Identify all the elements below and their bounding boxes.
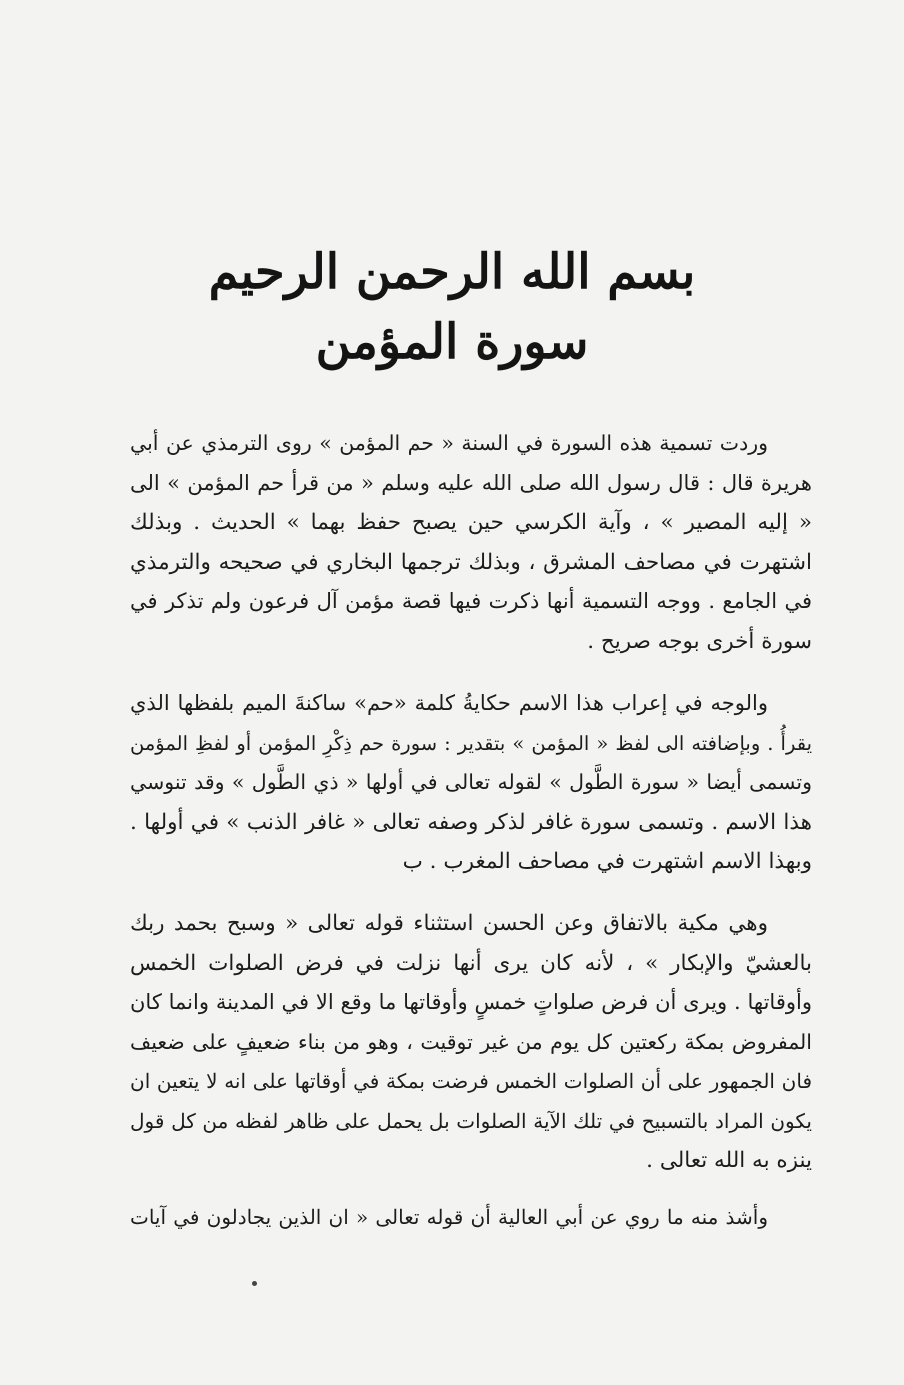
surah-title: سورة المؤمن xyxy=(315,314,589,370)
text-line: اشتهرت في مصاحف المشرق ، وبذلك ترجمها البخاري في صحيحه والترمذي xyxy=(130,549,812,575)
text-line: وأشذ منه ما روي عن أبي العالية أن قوله تعالى « ان الذين يجادلون في آيات xyxy=(130,1205,768,1229)
text-line: ينزه به الله تعالى . xyxy=(646,1148,812,1173)
text-line: وهي مكية بالاتفاق وعن الحسن استثناء قوله تعالى « وسبح بحمد ربك xyxy=(130,911,768,936)
text-line: وبهذا الاسم اشتهرت في مصاحف المغرب . ب xyxy=(402,849,812,874)
text-line: وتسمى أيضا « سورة الطَّول » لقوله تعالى في أولها « ذي الطَّول » وقد تنوسي xyxy=(130,770,812,794)
paragraph-makkiyya xyxy=(130,904,812,1181)
text-line: فان الجمهور على أن الصلوات الخمس فرضت بمكة في أوقاتها على انه لا يتعين ان xyxy=(130,1069,812,1093)
text-line: « إليه المصير » ، وآية الكرسي حين يصبح حفظ بهما » الحديث . وبذلك xyxy=(130,510,812,535)
basmala-heading: بسم الله الرحمن الرحيم xyxy=(208,244,696,300)
text-line: وأوقاتها . ويرى أن فرض صلواتٍ خمسٍ وأوقاتها ما وقع الا في المدينة وانما كان xyxy=(130,990,812,1014)
text-line: يكون المراد بالتسبيح في تلك الآية الصلوات بل يحمل على ظاهر لفظه من كل قول xyxy=(130,1108,812,1133)
text-line: هذا الاسم . وتسمى سورة غافر لذكر وصفه تعالى « غافر الذنب » في أولها . xyxy=(130,809,812,835)
page-speck xyxy=(252,1281,257,1286)
paragraph-grammar xyxy=(130,684,812,882)
text-line: وردت تسمية هذه السورة في السنة « حم المؤمن » روى الترمذي عن أبي xyxy=(130,431,768,455)
paragraph-naming xyxy=(130,424,812,661)
text-line: سورة أخرى بوجه صريح . xyxy=(587,628,812,654)
text-line: والوجه في إعراب هذا الاسم حكايةُ كلمة «حم» ساكنةَ الميم بلفظها الذي xyxy=(130,691,768,715)
text-line: المفروض بمكة ركعتين كل يوم من غير توقيت ، وهو من بناء ضعيفٍ على ضعيف xyxy=(130,1029,812,1054)
text-line: بالعشيّ والإبكار » ، لأنه كان يرى أنها نزلت في فرض الصلوات الخمس xyxy=(130,950,812,976)
text-line: هريرة قال : قال رسول الله صلى الله عليه وسلم « من قرأ حم المؤمن » الى xyxy=(130,470,812,495)
text-line: يقرأُ . وبإضافته الى لفظ « المؤمن » بتقدير : سورة حم ذِكْرِ المؤمن أو لفظِ المؤمن xyxy=(130,731,812,755)
text-line: في الجامع . ووجه التسمية أنها ذكرت فيها قصة مؤمن آل فرعون ولم تذكر في xyxy=(130,589,812,613)
paragraph-abu-aliya xyxy=(130,1198,812,1238)
